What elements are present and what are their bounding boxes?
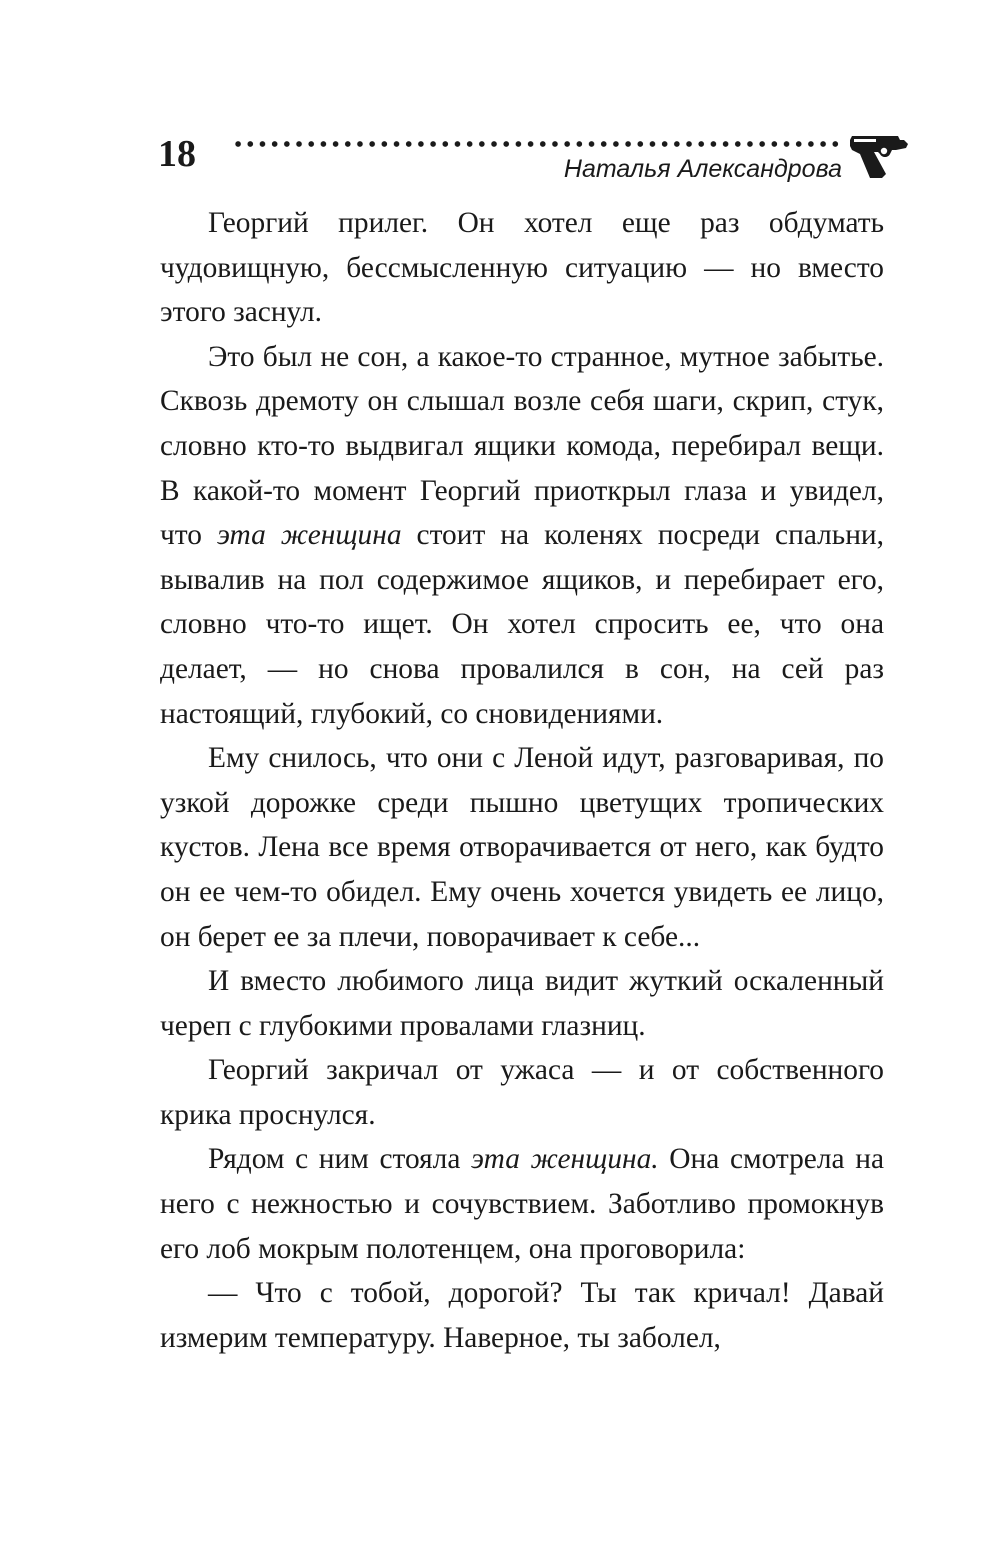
paragraph: Рядом с ним стояла эта женщина. Она смотрела на него с нежностью и сочувствием. Заботливо промокнув его лоб мокрым полотенцем, она проговорила: xyxy=(160,1143,884,1265)
italic-phrase: эта женщина xyxy=(216,519,402,552)
paragraph: — Что с тобой, дорогой? Ты так кричал! Давай измерим температуру. Наверное, ты заболел, xyxy=(160,1277,884,1354)
dotted-leader xyxy=(232,140,844,148)
paragraph: И вместо любимого лица видит жуткий оскаленный череп с глубокими провалами глазниц. xyxy=(160,965,884,1042)
paragraph: Ему снилось, что они с Леной идут, разговаривая, по узкой дорожке среди пышно цветущих тропических кустов. Лена все время отворачивается от него, как будто он ее чем-то обидел. Ему очень хочется увидеть ее лицо, он берет ее за плечи, поворачивает к себе... xyxy=(160,742,884,953)
running-header xyxy=(158,128,918,188)
paragraph: Это был не сон, а какое-то странное, мутное забытье. Сквозь дремоту он слышал возле себя шаги, скрип, стук, словно кто-то выдвигал ящики комода, перебирал вещи. В какой-то момент Георгий приоткрыл глаза и увидел, что эта женщина стоит на коленях посреди спальни, вывалив на пол содержимое ящиков, и перебирает его, словно что-то ищет. Он хотел спросить ее, что она делает, — но снова провалился в сон, на сей раз настоящий, глубокий, со сновидениями. xyxy=(160,340,885,730)
body-text xyxy=(160,201,884,1360)
revolver-icon xyxy=(848,134,910,180)
italic-phrase: эта женщина. xyxy=(471,1143,659,1176)
paragraph: Георгий прилег. Он хотел еще раз обдумать чудовищную, бессмысленную ситуацию — но вместо этого заснул. xyxy=(160,207,884,329)
paragraph: Георгий закричал от ужаса — и от собственного крика проснулся. xyxy=(160,1054,884,1131)
author-name: Наталья Александрова xyxy=(563,155,842,183)
page-number: 18 xyxy=(158,133,196,175)
